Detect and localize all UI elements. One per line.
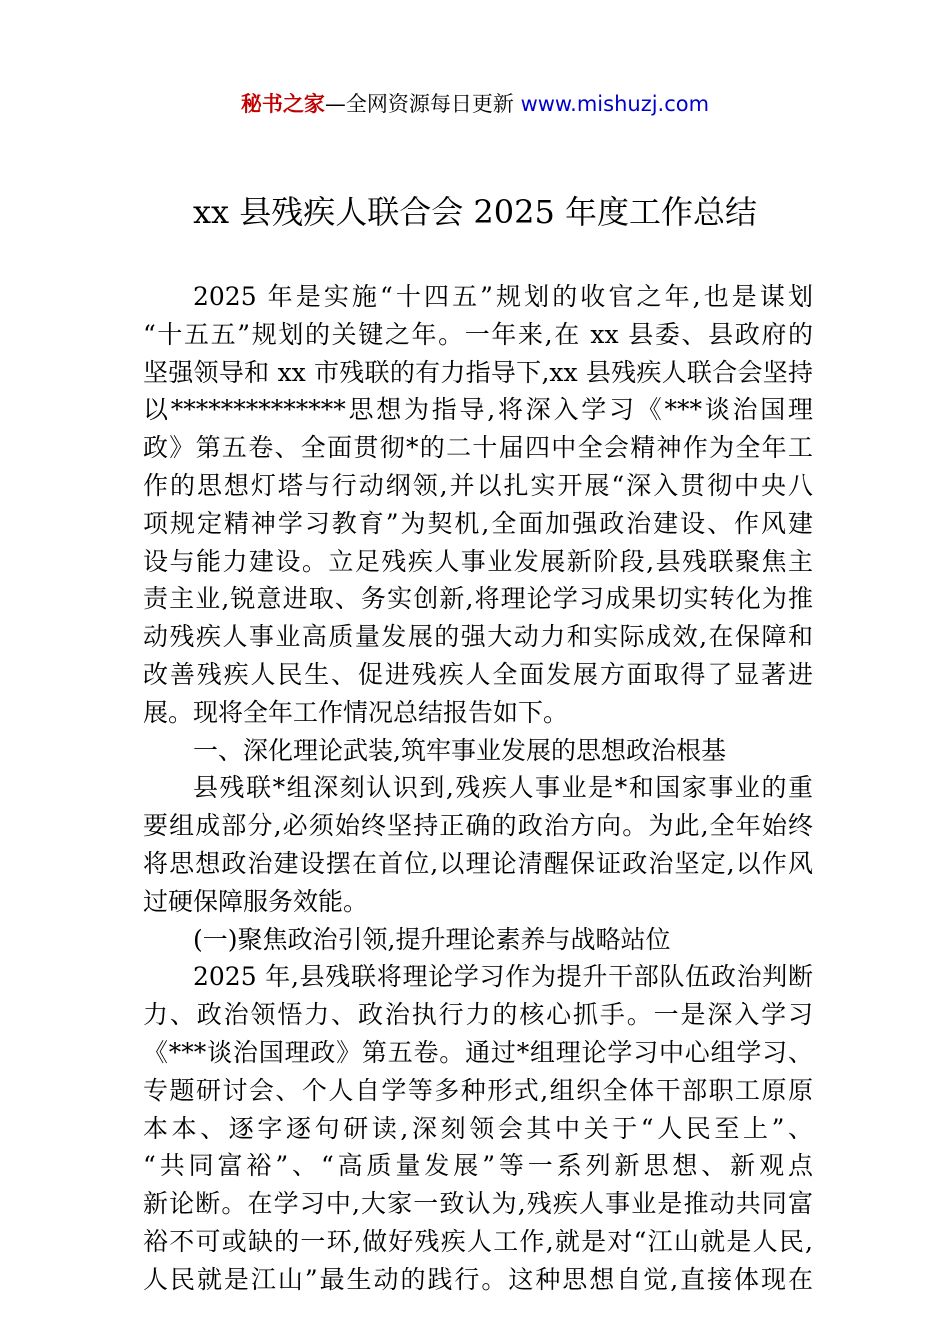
paragraph-line: 设与能力建设。立足残疾人事业发展新阶段,县残联聚焦主 [143,546,813,576]
paragraph-line: 展。现将全年工作情况总结报告如下。 [143,697,569,727]
site-tagline: —全网资源每日更新 [324,92,521,116]
paragraph-line: 2025 年是实施“十四五”规划的收官之年,也是谋划 [193,282,813,311]
paragraph-line: 2025 年,县残联将理论学习作为提升干部队伍政治判断 [193,962,813,992]
paragraph-line: 改善残疾人民生、促进残疾人全面发展方面取得了显著进 [143,659,813,689]
site-brand: 秘书之家 [240,92,325,116]
paragraph-line: “共同富裕”、“高质量发展”等一系列新思想、新观点 [143,1151,813,1181]
site-header [0,88,950,120]
paragraph-line: 责主业,锐意进取、务实创新,将理论学习成果切实转化为推 [143,584,813,614]
paragraph-line: 专题研讨会、个人自学等多种形式,组织全体干部职工原原 [143,1075,813,1105]
document-title: xx 县残疾人联合会 2025 年度工作总结 [192,193,758,231]
paragraph-line: 力、政治领悟力、政治执行力的核心抓手。一是深入学习 [143,1000,813,1030]
paragraph-line: 以**************思想为指导,将深入学习《***谈治国理 [143,395,813,425]
paragraph-line: “十五五”规划的关键之年。一年来,在 xx 县委、县政府的 [143,319,813,349]
paragraph-line: 坚强领导和 xx 市残联的有力指导下,xx 县残疾人联合会坚持 [143,357,813,387]
paragraph-line: 动残疾人事业高质量发展的强大动力和实际成效,在保障和 [143,622,813,652]
document-body [143,278,813,1299]
subsection-heading: (一)聚焦政治引领,提升理论素养与战略站位 [193,924,671,954]
paragraph-line: 《***谈治国理政》第五卷。通过*组理论学习中心组学习、 [143,1037,813,1067]
paragraph-line: 县残联*组深刻认识到,残疾人事业是*和国家事业的重 [193,773,813,803]
section-heading: 一、深化理论武装,筑牢事业发展的思想政治根基 [193,735,726,765]
paragraph-line: 人民就是江山”最生动的践行。这种思想自觉,直接体现在 [143,1264,813,1294]
paragraph-line: 要组成部分,必须始终坚持正确的政治方向。为此,全年始终 [143,811,813,841]
paragraph-line: 政》第五卷、全面贯彻*的二十届四中全会精神作为全年工 [143,433,813,463]
paragraph-line: 过硬保障服务效能。 [143,886,369,916]
paragraph-line: 裕不可或缺的一环,做好残疾人工作,就是对“江山就是人民, [143,1226,813,1256]
site-url-link[interactable]: www.mishuzj.com [520,92,710,116]
paragraph-line: 将思想政治建设摆在首位,以理论清醒保证政治坚定,以作风 [143,848,813,878]
paragraph-line: 新论断。在学习中,大家一致认为,残疾人事业是推动共同富 [143,1189,813,1219]
paragraph-line: 作的思想灯塔与行动纲领,并以扎实开展“深入贯彻中央八 [143,470,813,500]
paragraph-line: 本本、逐字逐句研读,深刻领会其中关于“人民至上”、 [143,1113,813,1143]
paragraph-line: 项规定精神学习教育”为契机,全面加强政治建设、作风建 [143,508,813,538]
